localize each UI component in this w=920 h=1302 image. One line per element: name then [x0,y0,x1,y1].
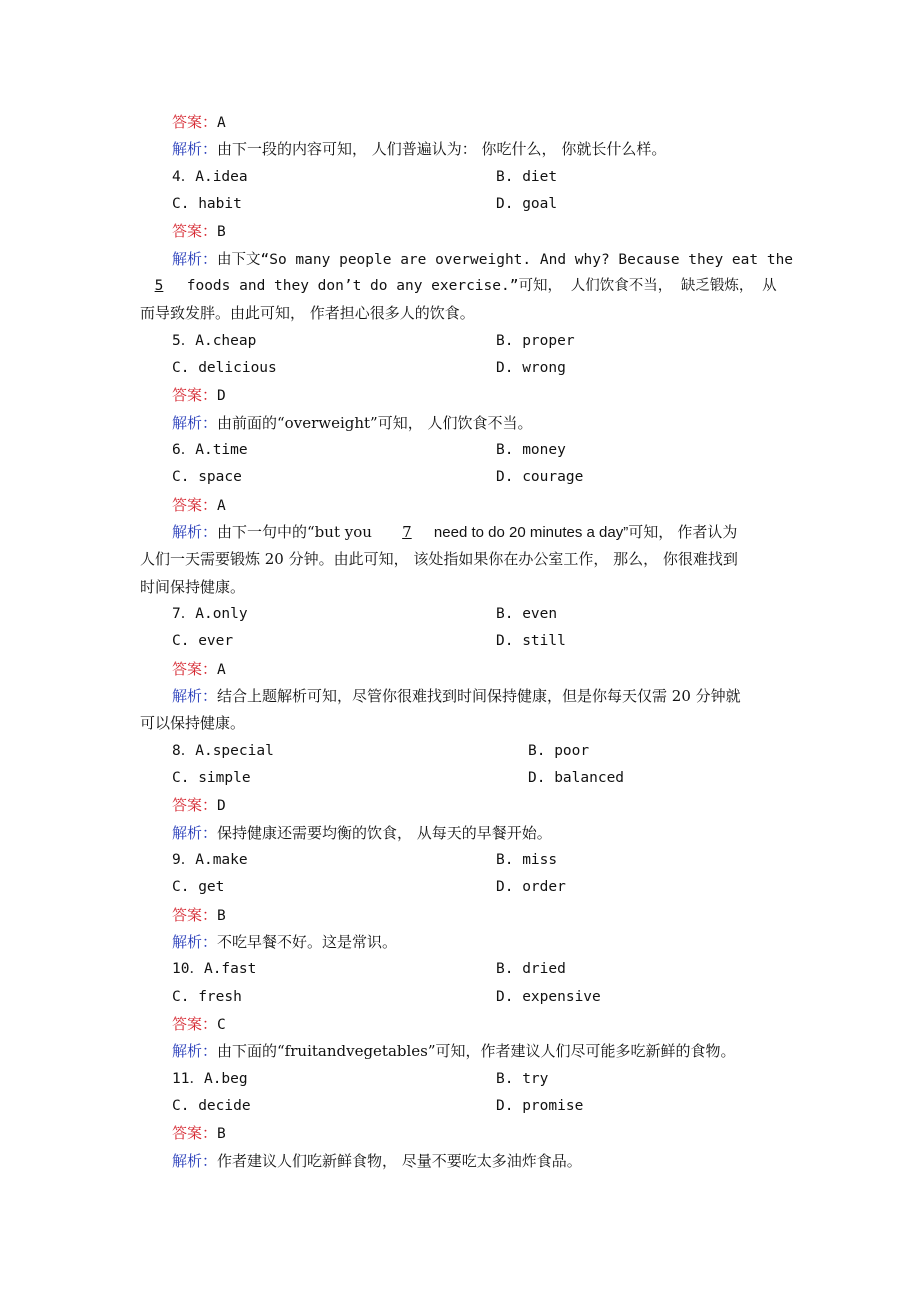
explanation-text: 不吃早餐不好。这是常识。 [217,933,398,951]
answer-value: B [217,908,226,924]
option-b: B. proper [496,333,575,349]
question-number: 6． [172,442,196,458]
option-c: C. space [172,469,242,485]
explanation-text: 结合上题解析可知，尽管你很难找到时间保持健康，但是你每天仅需 20 分钟就 [217,687,741,705]
answer-value: B [217,224,226,240]
answer-value: C [217,1017,226,1033]
option-b: B. dried [496,961,566,977]
option-d: D. balanced [528,770,625,786]
answer-label: 答案： [172,660,218,678]
blank-number: 7 [402,523,412,541]
option-a: A.only [195,606,248,622]
option-d: D. expensive [496,989,601,1005]
explanation-text: need to do 20 minutes a day”可知， 作者认为 [433,524,738,541]
explanation-label: 解析： [172,414,218,432]
explanation-label: 解析： [172,1042,218,1060]
option-d: D. promise [496,1098,584,1114]
answer-label: 答案： [172,222,218,240]
question-number: 8． [172,743,196,759]
option-b: B. poor [528,743,590,759]
explanation-text: 时间保持健康。 [140,578,246,596]
answer-label: 答案： [172,1124,218,1142]
option-b: B. diet [496,169,558,185]
option-b: B. even [496,606,558,622]
answer-value: A [217,498,226,514]
option-d: D. order [496,879,566,895]
explanation-text: 由下面的“fruitandvegetables”可知，作者建议人们尽可能多吃新鲜的食物。 [217,1042,736,1060]
option-a: A.cheap [195,333,257,349]
option-c: C. decide [172,1098,251,1114]
answer-label: 答案： [172,386,218,404]
question-number: 10． [172,961,204,977]
explanation-text: 而导致发胖。由此可知， 作者担心很多人的饮食。 [140,304,475,322]
answer-label: 答案： [172,906,218,924]
explanation-label: 解析： [172,250,218,268]
answer-label: 答案： [172,1015,218,1033]
explanation-text: 由前面的“overweight”可知， 人们饮食不当。 [217,414,533,432]
answer-label: 答案： [172,496,218,514]
option-d: D. goal [496,196,558,212]
option-a: A.time [195,442,248,458]
option-a: A.special [195,743,274,759]
explanation-text: 可以保持健康。 [140,714,246,732]
question-number: 7． [172,606,196,622]
explanation-text: 作者建议人们吃新鲜食物， 尽量不要吃太多油炸食品。 [217,1152,582,1170]
question-number: 5． [172,333,196,349]
option-c: C. ever [172,633,234,649]
option-a: A.fast [203,961,257,977]
option-d: D. wrong [496,360,566,376]
explanation-label: 解析： [172,523,218,541]
blank-number: 5 [154,278,164,294]
option-d: D. courage [496,469,584,485]
explanation-text: 保持健康还需要均衡的饮食， 从每天的早餐开始。 [217,824,552,842]
option-a: A.beg [203,1071,248,1087]
explanation-label: 解析： [172,824,218,842]
answer-value: D [217,388,226,404]
answer-value: B [217,1126,226,1142]
option-d: D. still [496,633,566,649]
option-a: A.idea [195,169,248,185]
question-number: 11． [172,1071,204,1087]
explanation-text: foods and they don’t do any exercise.”可知， 人们饮食不当， 缺乏锻炼， 从 [178,278,777,294]
explanation-text: 人们一天需要锻炼 20 分钟。由此可知， 该处指如果你在办公室工作， 那么， 你很难找到 [140,550,738,568]
option-c: C. delicious [172,360,277,376]
answer-value: D [217,798,226,814]
option-a: A.make [195,852,248,868]
explanation-text: 由下一段的内容可知， 人们普遍认为： 你吃什么， 你就长什么样。 [217,140,667,158]
explanation-label: 解析： [172,1152,218,1170]
option-b: B. money [496,442,566,458]
question-number: 9． [172,852,196,868]
explanation-label: 解析： [172,687,218,705]
option-c: C. habit [172,196,242,212]
option-c: C. fresh [172,989,242,1005]
option-b: B. try [496,1071,549,1087]
option-c: C. simple [172,770,251,786]
answer-value: A [217,662,226,678]
explanation-text: 由下一句中的“but you [217,523,372,541]
explanation-label: 解析： [172,140,218,158]
explanation-text: 由下文“So many people are overweight. And why? Because they eat the [217,252,794,268]
option-c: C. get [172,879,225,895]
explanation-label: 解析： [172,933,218,951]
option-b: B. miss [496,852,558,868]
question-number: 4． [172,169,196,185]
answer-label: 答案： [172,113,218,131]
answer-label: 答案： [172,796,218,814]
answer-value: A [217,115,226,131]
